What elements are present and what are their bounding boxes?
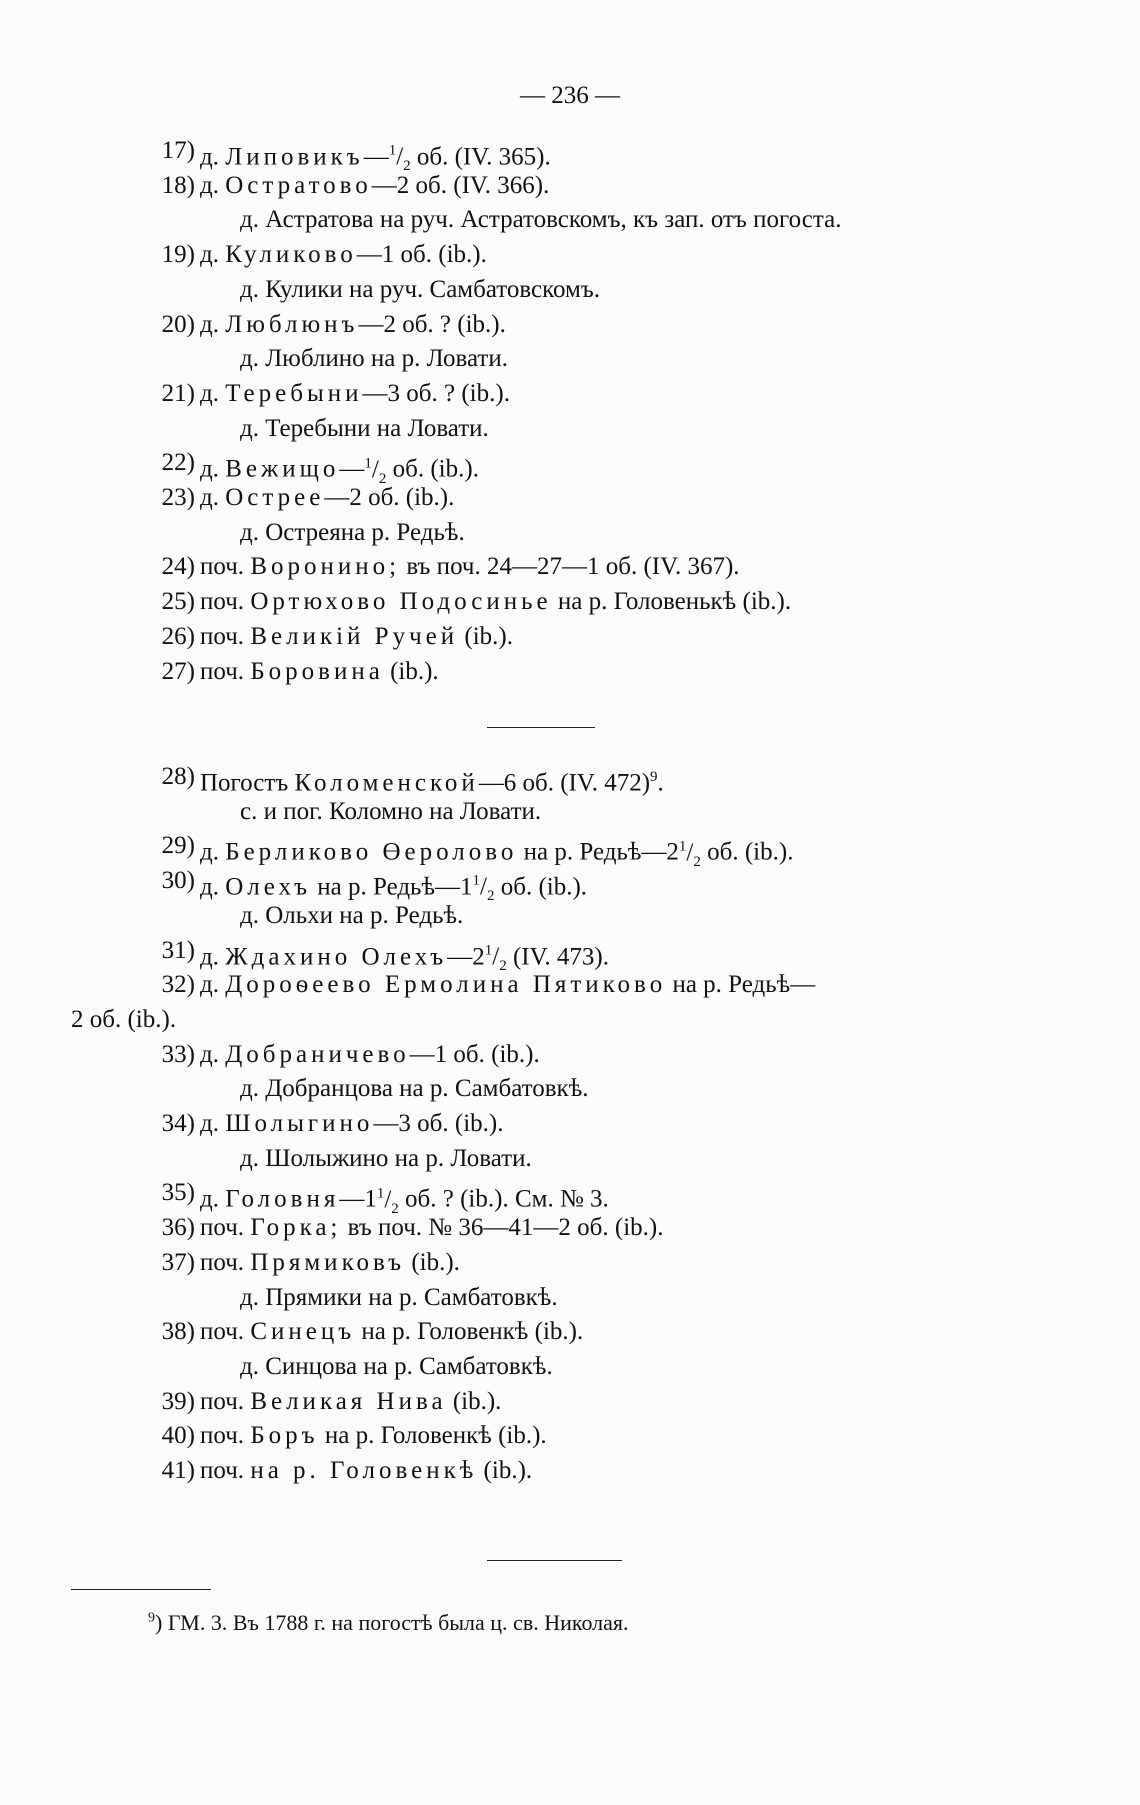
entry-number: 19) xyxy=(161,241,195,269)
entry-dash: — xyxy=(363,143,389,171)
fraction-slash: / xyxy=(492,942,500,970)
entry-kind: д. xyxy=(200,1040,226,1068)
entry-details: на р. Редьѣ— xyxy=(666,971,816,999)
entry-line xyxy=(200,970,815,1000)
page-number: — 236 — xyxy=(520,82,620,109)
fraction-slash: / xyxy=(686,838,694,866)
entry-line xyxy=(200,552,740,582)
entry-number: 39) xyxy=(161,1387,195,1415)
entry-line xyxy=(200,1213,663,1243)
entry-kind: д. xyxy=(200,971,226,999)
entry-modern-note: с. и пог. Коломно на Ловати. xyxy=(240,797,542,825)
entry-number: 20) xyxy=(161,310,195,338)
entry-line xyxy=(200,379,510,409)
footnote xyxy=(148,1610,629,1636)
entry-kind: поч. xyxy=(200,1387,251,1415)
entry-continuation: 2 об. (ib.). xyxy=(71,1005,177,1033)
entry-kind: д. xyxy=(200,241,226,269)
entry-line xyxy=(200,1109,504,1139)
entry-details: об. (IV. 365). xyxy=(410,143,551,171)
entry-kind: поч. xyxy=(200,1457,251,1484)
entry-number: 21) xyxy=(161,379,195,407)
fraction-denominator: 2 xyxy=(486,888,495,905)
entry-kind: поч. xyxy=(200,622,251,650)
entry-name: Синецъ xyxy=(250,1318,356,1346)
entry-kind: поч. xyxy=(200,588,251,616)
entry-number: 18) xyxy=(161,171,195,199)
entry-number: 23) xyxy=(161,484,195,511)
entry-modern-note: д. Астратова на руч. Астратовскомъ, къ зап. отъ погоста. xyxy=(240,206,842,234)
entry-modern-note: д. Люблино на р. Ловати. xyxy=(240,345,508,373)
entry-details: въ поч. № 36—41—2 об. (ib.). xyxy=(341,1214,664,1242)
entry-kind: д. xyxy=(200,379,226,407)
entry-name: Боровина xyxy=(250,657,384,685)
entry-kind: д. xyxy=(200,1110,226,1137)
fraction xyxy=(484,942,507,974)
entry-name: Шолыгино xyxy=(225,1110,374,1137)
entry-name: Люблюнъ xyxy=(225,310,359,338)
entry-name: Остратово xyxy=(225,171,372,199)
entry-modern-note: д. Остреяна р. Редьѣ. xyxy=(240,518,465,546)
entry-name: Олехъ xyxy=(225,873,312,901)
entry-line xyxy=(200,240,487,270)
entry-kind: д. xyxy=(200,310,226,338)
entry-number: 33) xyxy=(161,1040,195,1068)
entry-number: 34) xyxy=(161,1110,195,1137)
fraction-numerator: 1 xyxy=(472,873,481,890)
fraction-slash: / xyxy=(384,1185,392,1213)
entry-kind: поч. xyxy=(200,1214,251,1242)
entry-number: 37) xyxy=(161,1248,195,1276)
entry-number: 36) xyxy=(161,1214,195,1242)
entry-name: Липовикъ xyxy=(225,143,364,171)
footnote-mark: 9 xyxy=(148,1610,155,1626)
fraction-denominator: 2 xyxy=(499,957,507,974)
fraction-slash: / xyxy=(480,873,487,901)
fraction xyxy=(364,455,387,487)
entry-kind: д. xyxy=(200,873,226,901)
entry-modern-note: д. Добранцова на р. Самбатовкѣ. xyxy=(240,1075,589,1103)
fraction xyxy=(388,143,411,175)
entry-details: въ поч. 24—27—1 об. (IV. 367). xyxy=(400,553,740,581)
fraction-numerator: 1 xyxy=(388,143,397,159)
entry-kind: поч. xyxy=(200,1422,251,1450)
entry-name: Воронино; xyxy=(250,553,401,581)
entry-kind: д. xyxy=(200,1185,226,1213)
entry-kind: д. xyxy=(200,171,226,199)
entry-name: Головня xyxy=(225,1185,340,1213)
footnote-ref: 9 xyxy=(650,769,658,785)
entry-kind: поч. xyxy=(200,657,251,685)
entry-details: —6 об. (IV. 472) xyxy=(478,769,651,797)
entry-name: Ждахино Олехъ xyxy=(225,942,448,970)
entry-number: 40) xyxy=(161,1422,195,1450)
entry-details-tail: (IV. 473). xyxy=(506,942,609,970)
fraction-denominator: 2 xyxy=(378,470,387,487)
fraction-numerator: 1 xyxy=(484,942,493,959)
entry-kind: д. xyxy=(200,838,226,866)
entry-line xyxy=(200,1387,501,1417)
entry-number: 22) xyxy=(161,449,195,477)
entry-kind: Погостъ xyxy=(200,769,295,797)
entry-name: Боръ xyxy=(250,1422,319,1450)
entry-details: —3 об. (ib.). xyxy=(373,1110,504,1137)
entry-number: 24) xyxy=(161,553,195,581)
entry-details: —1 об. (ib.). xyxy=(356,241,487,269)
entry-kind: поч. xyxy=(200,1318,251,1346)
footnote-rule xyxy=(71,1589,211,1590)
entry-details: на р. Головенкѣ (ib.). xyxy=(355,1318,584,1346)
entry-details: —3 об. ? (ib.). xyxy=(362,379,510,407)
fraction-numerator: 1 xyxy=(376,1185,385,1202)
entry-number: 32) xyxy=(161,971,195,999)
entry-modern-note: д. Прямики на р. Самбатовкѣ. xyxy=(240,1283,558,1311)
entry-name: Острее xyxy=(225,484,325,511)
entry-line xyxy=(200,171,549,201)
entry-line xyxy=(200,657,439,687)
entry-details: (ib.). xyxy=(477,1457,533,1484)
fraction xyxy=(678,838,701,870)
entry-details: на р. Редьѣ—1 xyxy=(311,873,473,901)
entry-line xyxy=(200,762,664,798)
entry-dash: — xyxy=(339,455,365,483)
entry-name: Прямиковъ xyxy=(250,1248,406,1276)
entry-number: 17) xyxy=(161,137,195,164)
entry-line xyxy=(200,1456,532,1486)
entry-name: Коломенской xyxy=(294,769,479,797)
fraction-numerator: 1 xyxy=(364,455,372,472)
entry-name: Великая Нива xyxy=(250,1387,447,1415)
footnote-text: ) ГМ. 3. Въ 1788 г. на погостѣ была ц. св. Николая. xyxy=(155,1610,629,1635)
entry-line xyxy=(200,587,791,617)
entry-line xyxy=(200,310,506,340)
entry-number: 41) xyxy=(161,1457,195,1484)
entry-number: 29) xyxy=(161,832,195,860)
entry-details: —1 об. (ib.). xyxy=(409,1040,540,1068)
entry-details: —2 об. (IV. 366). xyxy=(371,171,550,199)
entry-modern-note: д. Синцова на р. Самбатовкѣ. xyxy=(240,1352,553,1380)
entry-modern-note: д. Ольхи на р. Редьѣ. xyxy=(240,901,464,929)
entry-line xyxy=(200,1040,540,1070)
entry-line xyxy=(200,1317,583,1347)
entry-details: —2 xyxy=(447,942,485,970)
entry-details-tail: об. (ib.). xyxy=(494,873,588,901)
entry-line xyxy=(200,622,513,652)
entry-number: 28) xyxy=(161,763,195,790)
entry-modern-note: д. Шолыжино на р. Ловати. xyxy=(240,1144,532,1172)
entry-modern-note: д. Теребыни на Ловати. xyxy=(240,414,489,442)
entry-kind: д. xyxy=(200,143,226,171)
entry-details: на р. Головенкѣ (ib.). xyxy=(318,1422,547,1450)
entry-kind: поч. xyxy=(200,1248,251,1276)
entry-name: Горка; xyxy=(250,1214,342,1242)
entry-name: Теребыни xyxy=(225,379,363,407)
entry-details: (ib.). xyxy=(458,622,513,650)
entry-name: Ортюхово Подосинье xyxy=(250,588,552,616)
entry-details: на р. Редьѣ—2 xyxy=(517,838,679,866)
fraction-denominator: 2 xyxy=(693,853,701,870)
entry-details-tail: об. (ib.). xyxy=(700,838,794,866)
entry-line xyxy=(200,1421,547,1451)
entry-details: (ib.). xyxy=(383,657,439,685)
entry-details: —2 об. ? (ib.). xyxy=(358,310,506,338)
entry-kind: д. xyxy=(200,484,226,511)
entry-details: —1 xyxy=(339,1185,377,1213)
fraction-slash: / xyxy=(371,455,379,483)
fraction-denominator: 2 xyxy=(391,1200,399,1217)
entry-line xyxy=(200,1248,460,1278)
entry-details: об. (ib.). xyxy=(386,455,479,483)
entry-name: Великій Ручей xyxy=(250,622,459,650)
fraction-slash: / xyxy=(396,143,404,171)
entry-name: Дороѳеево Ермолина Пятиково xyxy=(225,971,667,999)
entry-number: 25) xyxy=(161,588,195,616)
entry-kind: д. xyxy=(200,455,226,483)
entry-kind: д. xyxy=(200,942,226,970)
entry-details-tail: . xyxy=(657,769,664,797)
entry-name: Добраничево xyxy=(225,1040,410,1068)
entry-details-tail: об. ? (ib.). См. № 3. xyxy=(398,1185,609,1213)
entry-number: 31) xyxy=(161,936,195,964)
fraction-denominator: 2 xyxy=(403,158,411,175)
entry-kind: поч. xyxy=(200,553,251,581)
fraction xyxy=(376,1185,399,1217)
entry-modern-note: д. Кулики на руч. Самбатовскомъ. xyxy=(240,275,601,303)
entry-details: —2 об. (ib.). xyxy=(324,484,455,511)
entry-name: Куликово xyxy=(225,241,357,269)
entry-details: (ib.). xyxy=(405,1248,460,1276)
entry-name: на р. Головенкѣ xyxy=(250,1457,478,1484)
entry-number: 26) xyxy=(161,622,195,650)
entry-details: (ib.). xyxy=(446,1387,502,1415)
entry-name: Вежищо xyxy=(225,455,340,483)
entry-number: 27) xyxy=(161,657,195,685)
entry-name: Берликово Өеролово xyxy=(225,838,518,866)
section-divider xyxy=(487,727,595,728)
entry-number: 30) xyxy=(161,867,195,895)
entry-number: 35) xyxy=(161,1179,195,1207)
end-divider xyxy=(487,1560,622,1561)
entry-number: 38) xyxy=(161,1318,195,1346)
entry-details: на р. Головенькѣ (ib.). xyxy=(551,588,792,616)
fraction xyxy=(472,873,495,905)
entry-line xyxy=(200,483,454,513)
fraction-numerator: 1 xyxy=(678,838,687,855)
